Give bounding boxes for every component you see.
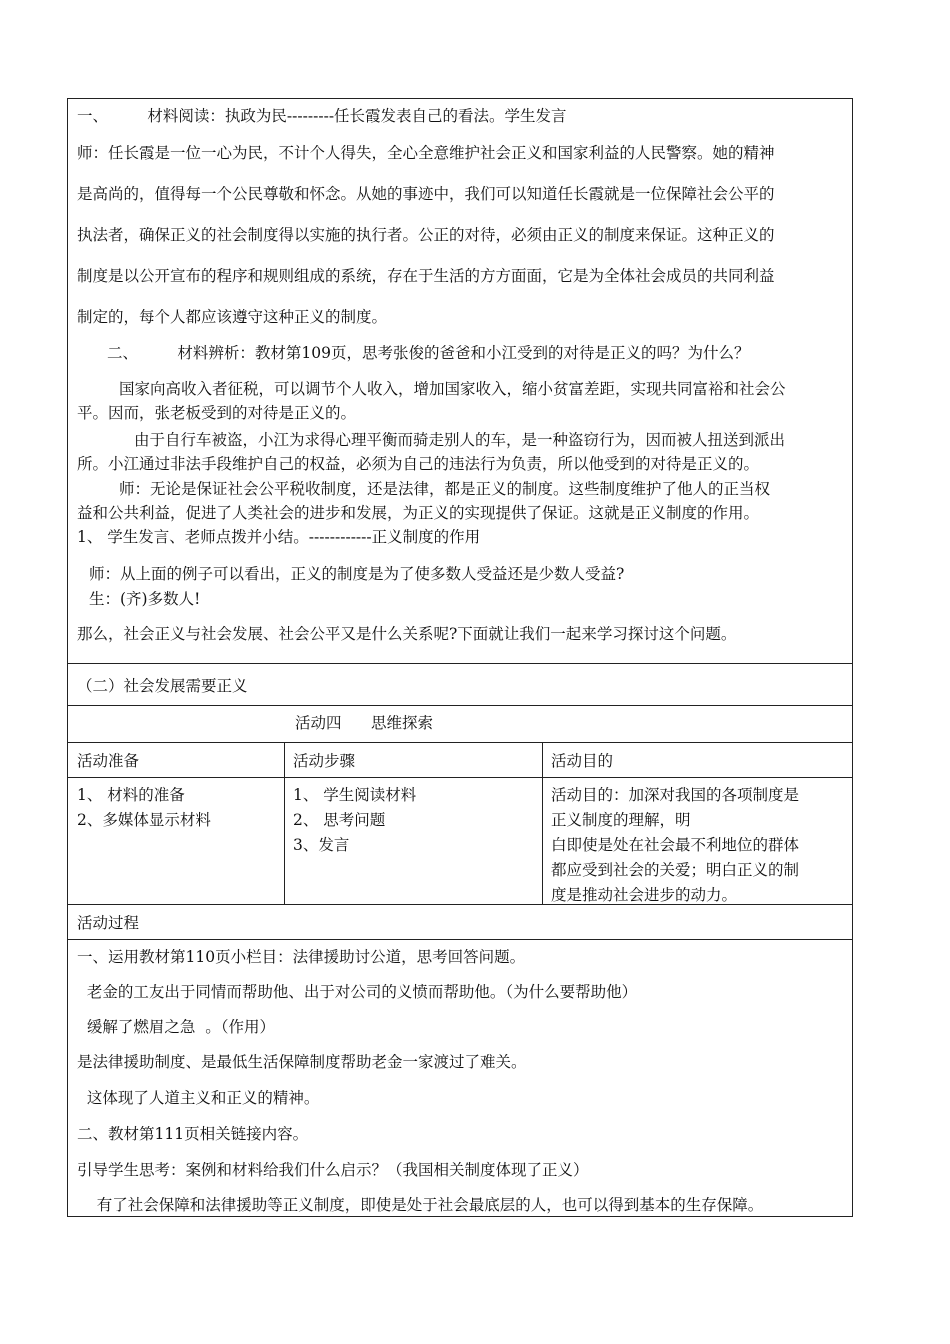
step-item: 3、发言 <box>293 836 350 854</box>
process-line: 是法律援助制度、是最低生活保障制度帮助老金一家渡过了难关。 <box>77 1053 527 1071</box>
section-1-item-1: 1、 学生发言、老师点拨并小结。------------正义制度的作用 <box>77 528 481 546</box>
section-1-heading-2: 二、 材料辨析：教材第109页，思考张俊的爸爸和小江受到的对待是正义的吗？为什么？ <box>107 344 750 362</box>
text-line: 所。小江通过非法手段维护自己的权益，必须为自己的违法行为负责，所以他受到的对待是正义的。 <box>77 455 760 473</box>
activity-title: 活动四 思维探索 <box>295 714 434 732</box>
text-line: 执法者，确保正义的社会制度得以实施的执行者。公正的对待，必须由正义的制度来保证。这种正义的 <box>77 226 775 244</box>
text-line: 是高尚的，值得每一个公民尊敬和怀念。从她的事迹中，我们可以知道任长霞就是一位保障社会公平的 <box>77 185 775 203</box>
process-line: 一、运用教材第110页小栏目：法律援助讨公道，思考回答问题。 <box>77 948 526 966</box>
process-line: 老金的工友出于同情而帮助他、出于对公司的义愤而帮助他。（为什么要帮助他） <box>77 983 638 1001</box>
text-line: 国家向高收入者征税，可以调节个人收入，增加国家收入，缩小贫富差距，实现共同富裕和社会公 <box>119 380 786 398</box>
purpose-line: 度是推动社会进步的动力。 <box>551 886 738 904</box>
table-header-purpose: 活动目的 <box>551 752 614 770</box>
process-label: 活动过程 <box>77 914 140 932</box>
text-line: 由于自行车被盗，小江为求得心理平衡而骑走别人的车，是一种盗窃行为，因而被人扭送到派出 <box>134 431 786 449</box>
activity-title-row <box>67 705 853 743</box>
purpose-line: 白即使是处在社会最不利地位的群体 <box>551 836 800 854</box>
purpose-line: 正义制度的理解，明 <box>551 811 691 829</box>
section-1-heading: 一、 材料阅读：执政为民---------任长霞发表自己的看法。学生发言 <box>77 107 567 125</box>
process-line: 二、教材第111页相关链接内容。 <box>77 1125 309 1143</box>
student-answer: 生：(齐)多数人! <box>89 590 201 608</box>
purpose-line: 都应受到社会的关爱；明白正义的制 <box>551 861 800 879</box>
text-line: 师：任长霞是一位一心为民，不计个人得失，全心全意维护社会正义和国家利益的人民警察。她的精神 <box>77 144 775 162</box>
text-line: 益和公共利益，促进了人类社会的进步和发展，为正义的实现提供了保证。这就是正义制度的作用。 <box>77 504 760 522</box>
section-2-title: （二）社会发展需要正义 <box>77 677 248 695</box>
process-line: 缓解了燃眉之急 。（作用） <box>77 1018 275 1036</box>
prep-item: 2、多媒体显示材料 <box>77 811 211 829</box>
text-line: 制定的，每个人都应该遵守这种正义的制度。 <box>77 308 388 326</box>
process-line: 有了社会保障和法律援助等正义制度，即使是处于社会最底层的人，也可以得到基本的生存保障。 <box>77 1196 764 1214</box>
step-item: 2、 思考问题 <box>293 811 386 829</box>
process-line: 引导学生思考：案例和材料给我们什么启示？（我国相关制度体现了正义） <box>77 1161 589 1179</box>
closing-text: 那么，社会正义与社会发展、社会公平又是什么关系呢?下面就让我们一起来学习探讨这个问题。 <box>77 625 737 643</box>
text-line: 制度是以公开宣布的程序和规则组成的系统，存在于生活的方方面面，它是为全体社会成员的共同利益 <box>77 267 775 285</box>
process-line: 这体现了人道主义和正义的精神。 <box>77 1089 320 1107</box>
prep-item: 1、 材料的准备 <box>77 786 185 804</box>
teacher-question: 师：从上面的例子可以看出，正义的制度是为了使多数人受益还是少数人受益? <box>89 565 625 583</box>
purpose-line: 活动目的：加深对我国的各项制度是 <box>551 786 800 804</box>
text-line: 平。因而，张老板受到的对待是正义的。 <box>77 404 357 422</box>
table-header-steps: 活动步骤 <box>293 752 356 770</box>
table-header-prep: 活动准备 <box>77 752 140 770</box>
text-line: 师：无论是保证社会公平税收制度，还是法律，都是正义的制度。这些制度维护了他人的正当权 <box>119 480 771 498</box>
step-item: 1、 学生阅读材料 <box>293 786 417 804</box>
process-label-row <box>67 904 853 940</box>
